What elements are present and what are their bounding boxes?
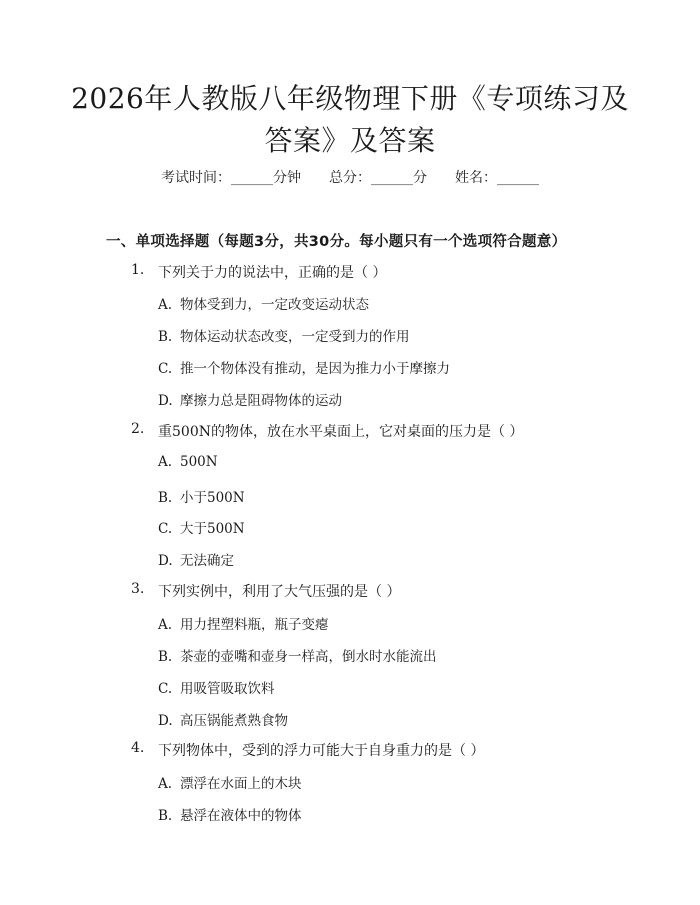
option-letter: D. (158, 713, 173, 729)
option-3b (158, 645, 437, 665)
option-text: 摩擦力总是阻碍物体的运动 (180, 393, 342, 409)
option-text: 物体运动状态改变，一定受到力的作用 (180, 329, 410, 345)
question-number: 2. (131, 421, 145, 437)
section-heading: 一、单项选择题（每题3分，共30分。每小题只有一个选项符合题意） (106, 234, 567, 250)
option-letter: D. (158, 553, 173, 569)
student-name-label: 姓名：______ (455, 170, 539, 186)
option-letter: D. (158, 393, 173, 409)
exam-meta (0, 167, 700, 187)
option-text: 小于500N (180, 490, 245, 506)
option-1d (158, 389, 342, 409)
question-text: 下列关于力的说法中，正确的是（ ） (158, 265, 387, 281)
option-4b (158, 804, 302, 824)
option-letter: B. (158, 649, 173, 665)
option-2a (158, 454, 218, 470)
option-text: 推一个物体没有推动，是因为推力小于摩擦力 (180, 361, 450, 377)
option-letter: A. (158, 617, 173, 633)
option-text: 大于500N (180, 521, 245, 537)
option-3c (158, 677, 275, 697)
option-letter: A. (158, 454, 173, 470)
question-number: 1. (131, 262, 145, 278)
question-text: 下列实例中，利用了大气压强的是（ ） (158, 584, 401, 600)
option-letter: A. (158, 297, 173, 313)
option-2c (158, 517, 245, 537)
option-1c (158, 357, 450, 377)
question-number: 4. (131, 740, 145, 756)
option-letter: B. (158, 808, 173, 824)
option-letter: C. (158, 521, 173, 537)
document-title (60, 78, 640, 162)
option-2b (158, 486, 245, 506)
title-line-2: 答案》及答案 (264, 124, 436, 157)
option-text: 茶壶的壶嘴和壶身一样高，倒水时水能流出 (180, 649, 437, 665)
option-text: 漂浮在水面上的木块 (180, 776, 302, 792)
option-text: 物体受到力，一定改变运动状态 (180, 297, 369, 313)
option-letter: C. (158, 361, 173, 377)
total-score-label: 总分：______分 (329, 170, 427, 186)
option-text: 用力捏塑料瓶，瓶子变瘪 (180, 617, 329, 633)
option-letter: B. (158, 329, 173, 345)
question-number: 3. (131, 581, 145, 597)
title-line-1: 2026年人教版八年级物理下册《专项练习及 (71, 82, 629, 115)
option-letter: C. (158, 681, 173, 697)
option-3d (158, 709, 288, 729)
option-letter: B. (158, 490, 173, 506)
option-text: 无法确定 (180, 553, 234, 569)
question-text: 重500N的物体，放在水平桌面上，它对桌面的压力是（ ） (158, 424, 524, 440)
option-1a (158, 293, 369, 313)
option-text: 500N (180, 454, 218, 470)
option-3a (158, 613, 329, 633)
option-1b (158, 325, 410, 345)
option-text: 高压锅能煮熟食物 (180, 713, 288, 729)
option-letter: A. (158, 776, 173, 792)
option-4a (158, 772, 302, 792)
option-2d (158, 549, 234, 569)
option-text: 悬浮在液体中的物体 (180, 808, 302, 824)
question-text: 下列物体中，受到的浮力可能大于自身重力的是（ ） (158, 743, 485, 759)
exam-time-label: 考试时间：______分钟 (161, 170, 301, 186)
option-text: 用吸管吸取饮料 (180, 681, 275, 697)
